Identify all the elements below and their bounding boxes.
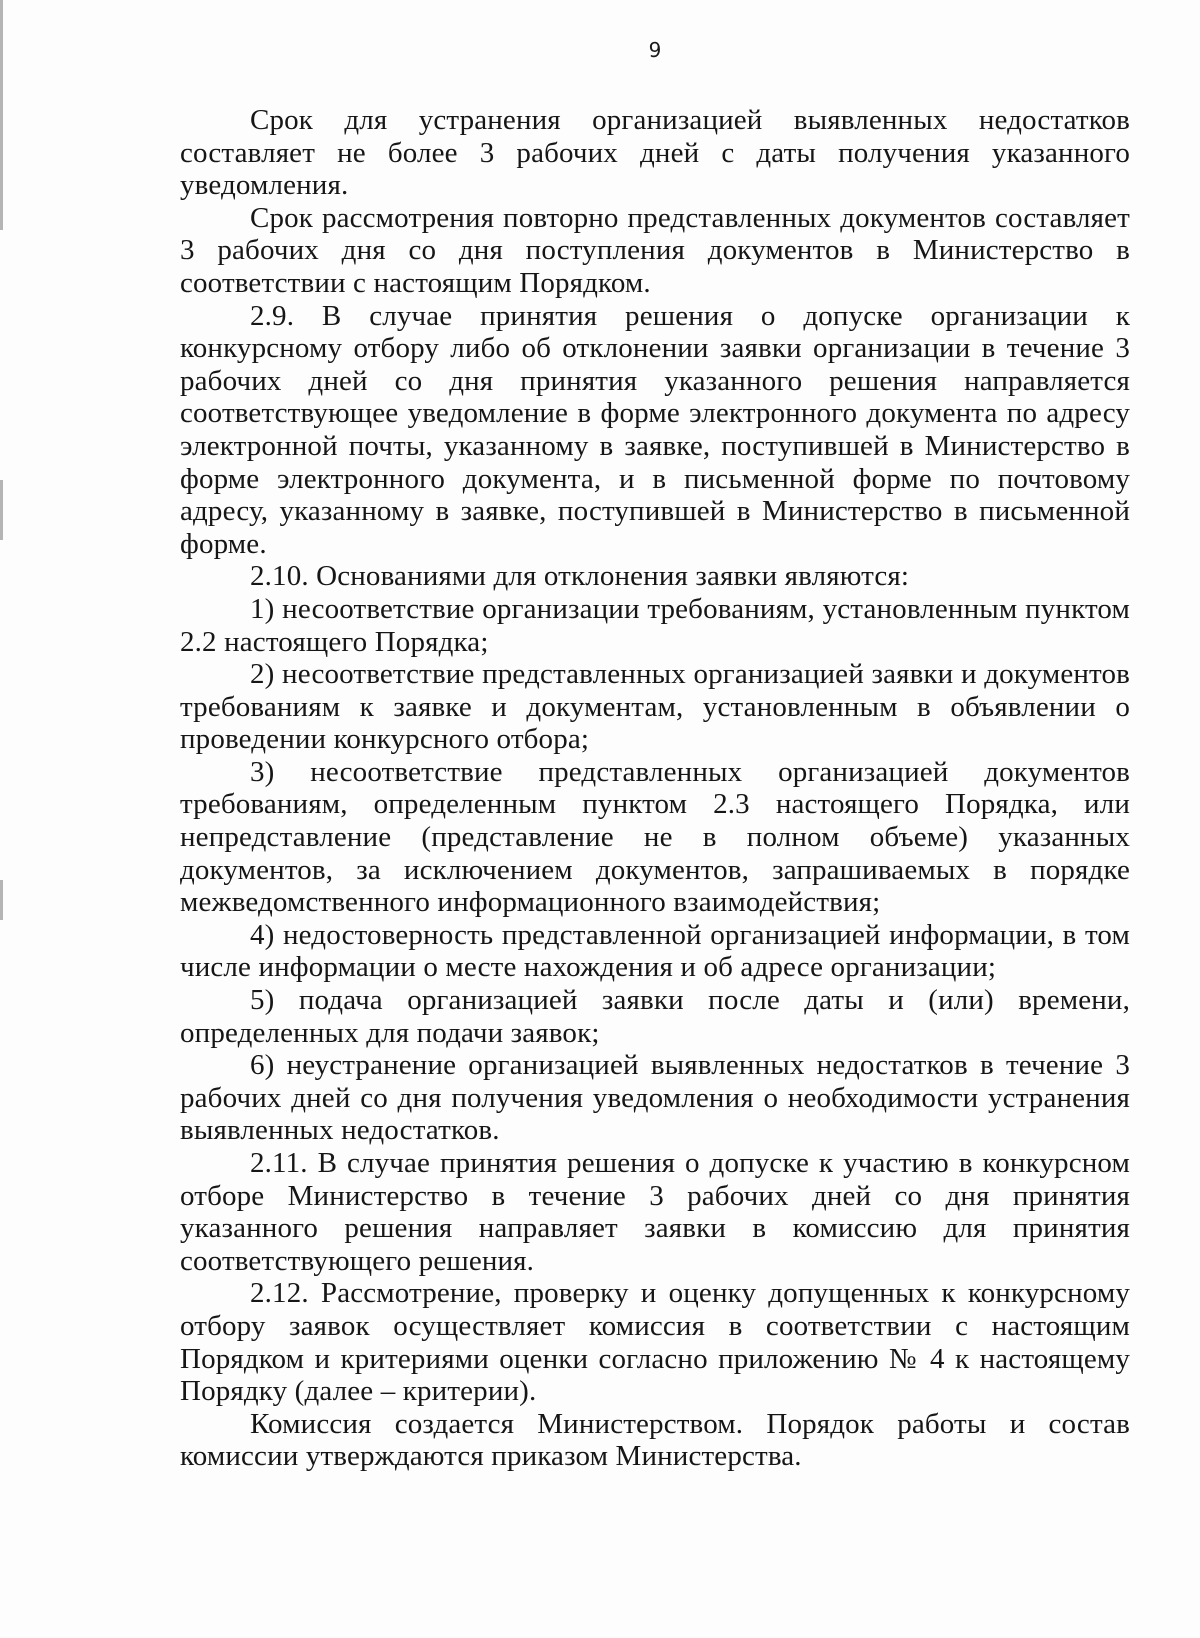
paragraph-commission: Комиссия создается Министерством. Порядок работы и состав комиссии утверждаются приказом Министерства. (180, 1407, 1130, 1473)
list-item-2: 2) несоответствие представленных организацией заявки и документов требованиям к заявке и документам, установленным в объявлении о проведении конкурсного отбора; (180, 658, 1130, 756)
paragraph-2-9: 2.9. В случае принятия решения о допуске организации к конкурсному отбору либо об отклонении заявки организации в течение 3 рабочих дней со дня принятия указанного решения направляется соответствующее уведомление в форме электронного документа по адресу электронной почты, указанному в заявке, поступившей в Министерство в форме электронного документа, и в письменной форме по почтовому адресу, указанному в заявке, поступившей в Министерство в письменной форме. (180, 299, 1130, 560)
paragraph-2-11: 2.11. В случае принятия решения о допуске к участию в конкурсном отборе Министерство в течение 3 рабочих дней со дня принятия указанного решения направляет заявки в комиссию для принятия соответствующего решения. (180, 1147, 1130, 1277)
document-body (180, 104, 1130, 1473)
paragraph-2-10: 2.10. Основаниями для отклонения заявки являются: (250, 560, 910, 593)
paragraph-2-12: 2.12. Рассмотрение, проверку и оценку допущенных к конкурсному отбору заявок осуществляет комиссия в соответствии с настоящим Порядком и критериями оценки согласно приложению № 4 к настоящему Порядку (далее – критерии). (180, 1277, 1130, 1408)
list-item-3: 3) несоответствие представленных организацией документов требованиям, определенным пунктом 2.3 настоящего Порядка, или непредставление (представление не в полном объеме) указанных документов, за исключением документов, запрашиваемых в порядке межведомственного информационного взаимодействия; (180, 755, 1130, 919)
list-item-6: 6) неустранение организацией выявленных недостатков в течение 3 рабочих дней со дня получения уведомления о необходимости устранения выявленных недостатков. (180, 1049, 1130, 1147)
list-item-1: 1) несоответствие организации требованиям, установленным пунктом 2.2 настоящего Порядка; (180, 592, 1130, 658)
scan-edge-mark (0, 0, 3, 230)
list-item-5: 5) подача организацией заявки после даты и (или) времени, определенных для подачи заявок; (180, 984, 1130, 1049)
list-item-4: 4) недостоверность представленной организацией информации, в том числе информации о месте нахождения и об адресе организации; (180, 918, 1130, 984)
page-number: 9 (648, 38, 662, 62)
scan-edge-mark (0, 880, 3, 920)
paragraph-review-deadline: Срок рассмотрения повторно представленных документов составляет 3 рабочих дня со дня поступления документов в Министерство в соответствии с настоящим Порядком. (180, 201, 1130, 299)
paragraph-correction-deadline: Срок для устранения организацией выявленных недостатков составляет не более 3 рабочих дней с даты получения указанного уведомления. (180, 104, 1130, 202)
scan-edge-mark (0, 480, 3, 540)
